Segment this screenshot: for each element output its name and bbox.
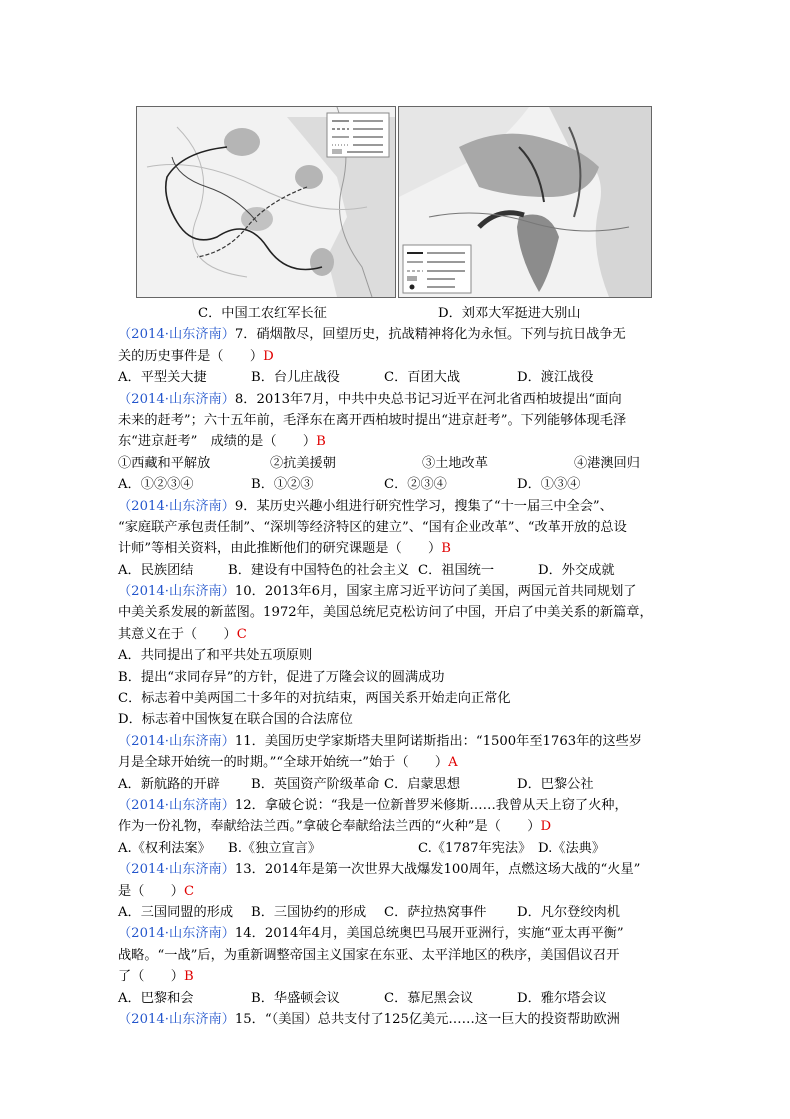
dabie-mountain-map-image [399, 107, 651, 297]
answer-key: B [441, 541, 451, 557]
answer-key: D [540, 819, 552, 835]
option-c: C．中国工农红军长征 [198, 306, 327, 321]
options-row-q6 [118, 303, 678, 324]
answer-option: D．标志着中国恢复在联合国的合法席位 [118, 712, 353, 728]
answer-option: A.《权利法案》 [118, 840, 211, 856]
question-line [118, 966, 678, 987]
answer-key: B [316, 434, 326, 450]
answer-option: C.《1787年宪法》 [418, 840, 532, 856]
question-text: 12．拿破仑说：“我是一位新普罗米修斯……我曾从天上窃了火种， [234, 797, 628, 813]
question-text: 8．2013年7月，中共中央总书记习近平在河北省西柏坡提出“面向 [234, 391, 622, 407]
statement-item: ③土地改革 [422, 455, 488, 471]
question-line [118, 816, 678, 837]
answer-option: D．雅尔塔会议 [517, 990, 607, 1006]
question-text: 13．2014年是第一次世界大战爆发100周年，点燃这场大战的“火星” [234, 862, 641, 878]
answer-option: D．外交成就 [538, 562, 615, 578]
long-march-map-image [137, 107, 395, 297]
answer-key: C [236, 626, 247, 642]
question-line [118, 731, 678, 752]
question-line [118, 881, 678, 902]
answer-option: A．三国同盟的形成 [118, 904, 234, 920]
question-text: 是（ ） [118, 883, 184, 899]
answer-option: B．台儿庄战役 [251, 370, 340, 386]
answer-option: B．建设有中国特色的社会主义 [228, 562, 410, 578]
question-line [118, 624, 678, 645]
statement-row [118, 453, 678, 474]
answer-option: C．启蒙思想 [384, 776, 461, 792]
question-line [118, 346, 678, 367]
answer-option: B.《独立宣言》 [228, 840, 322, 856]
source-tag: （2014·山东济南） [118, 797, 235, 813]
question-line [118, 496, 678, 517]
question-line [118, 389, 678, 410]
answer-option: A．巴黎和会 [118, 990, 194, 1006]
long-march-map [136, 106, 396, 298]
answer-option: B．三国协约的形成 [251, 904, 367, 920]
options-row [118, 367, 678, 388]
statement-item: ④港澳回归 [574, 455, 640, 471]
answer-option: B．提出“求同存异”的方针，促进了万隆会议的圆满成功 [118, 669, 445, 685]
question-text: 14．2014年4月，美国总统奥巴马展开亚洲行，实施“亚太再平衡” [234, 926, 624, 942]
question-text: 了（ ） [118, 969, 184, 985]
answer-option: C．百团大战 [384, 370, 461, 386]
question-line [118, 324, 678, 345]
answer-option: C．祖国统一 [418, 562, 495, 578]
question-line [118, 431, 678, 452]
question-list [118, 303, 678, 1030]
answer-option: D．①③④ [517, 477, 581, 493]
answer-key: D [263, 348, 274, 364]
question-text: 中美关系发展的新蓝图。1972年，美国总统尼克松访问了中国，开启了中美关系的新篇章， [118, 605, 653, 621]
question-line [118, 602, 678, 623]
answer-option: A．平型关大捷 [118, 370, 207, 386]
answer-option: B．英国资产阶级革命 [251, 776, 380, 792]
source-tag: （2014·山东济南） [118, 327, 235, 343]
answer-option: A．民族团结 [118, 562, 194, 578]
answer-option: C．②③④ [384, 477, 447, 493]
option-d: D．刘邓大军挺进大别山 [438, 306, 581, 321]
answer-option: A．①②③④ [118, 477, 194, 493]
question-text: 作为一份礼物，奉献给法兰西。”拿破仑奉献给法兰西的“火种”是（ ） [118, 819, 541, 835]
statement-item: ②抗美援朝 [270, 455, 336, 471]
question-text: 11．美国历史学家斯塔夫里阿诺斯指出：“1500年至1763年的这些岁 [234, 733, 643, 749]
options-row [118, 902, 678, 923]
answer-option: D.《法典》 [538, 840, 606, 856]
question-line [118, 538, 678, 559]
options-row [118, 838, 678, 859]
question-text: 其意义在于（ ） [118, 626, 237, 642]
question-text: 9．某历史兴趣小组进行研究性学习，搜集了“十一届三中全会”、 [234, 498, 613, 514]
question-text: 7．硝烟散尽，回望历史，抗战精神将化为永恒。下列与抗日战争无 [234, 327, 626, 343]
question-line [118, 752, 678, 773]
dabie-mountain-map [398, 106, 652, 298]
source-tag: （2014·山东济南） [118, 926, 235, 942]
statement-item: ①西藏和平解放 [118, 455, 211, 471]
map-figures [136, 106, 650, 296]
question-line [118, 859, 678, 880]
options-row [118, 774, 678, 795]
source-tag: （2014·山东济南） [118, 584, 235, 600]
options-row [118, 474, 678, 495]
source-tag: （2014·山东济南） [118, 733, 235, 749]
question-text: 未来的赶考”；六十五年前，毛泽东在离开西柏坡时提出“进京赶考”。下列能够体现毛泽 [118, 412, 627, 428]
answer-option: C．萨拉热窝事件 [384, 904, 487, 920]
answer-option: B．①②③ [251, 477, 314, 493]
source-tag: （2014·山东济南） [118, 1011, 235, 1027]
answer-key: A [448, 755, 458, 771]
question-text: 计师”等相关资料，由此推断他们的研究课题是（ ） [118, 541, 442, 557]
question-text: 战略。“一战”后，为重新调整帝国主义国家在东亚、太平洋地区的秩序，美国倡议召开 [118, 947, 620, 963]
source-tag: （2014·山东济南） [118, 498, 235, 514]
source-tag: （2014·山东济南） [118, 391, 235, 407]
answer-option: A．共同提出了和平共处五项原则 [118, 648, 313, 664]
question-text: 月是全球开始统一的时期。”“全球开始统一”始于（ ） [118, 755, 449, 771]
answer-option: C．标志着中美两国二十多年的对抗结束，两国关系开始走向正常化 [118, 691, 511, 707]
question-line [118, 945, 678, 966]
answer-option: B．华盛顿会议 [251, 990, 340, 1006]
answer-key: B [183, 969, 194, 985]
question-text: 东“进京赶考” 成绩的是（ ） [118, 434, 317, 450]
question-line [118, 517, 678, 538]
source-tag: （2014·山东济南） [118, 862, 235, 878]
answer-option: D．巴黎公社 [517, 776, 594, 792]
question-text: 15．“（美国）总共支付了125亿美元……这一巨大的投资帮助欧洲 [234, 1011, 620, 1027]
question-text: 10．2013年6月，国家主席习近平访问了美国，两国元首共同规划了 [234, 584, 637, 600]
question-line [118, 410, 678, 431]
question-line [118, 795, 678, 816]
question-line [118, 1009, 678, 1030]
question-text: “家庭联产承包责任制”、“深圳等经济特区的建立”、“国有企业改革”、“改革开放的总设 [118, 519, 627, 535]
answer-option: A．新航路的开辟 [118, 776, 220, 792]
answer-key: C [183, 883, 195, 899]
answer-option: D．渡江战役 [517, 370, 594, 386]
question-text: 关的历史事件是（ ） [118, 348, 264, 364]
options-row [118, 560, 678, 581]
options-row [118, 988, 678, 1009]
answer-option: D．凡尔登绞肉机 [517, 904, 620, 920]
answer-option: C．慕尼黑会议 [384, 990, 474, 1006]
question-line [118, 581, 678, 602]
question-line [118, 923, 678, 944]
